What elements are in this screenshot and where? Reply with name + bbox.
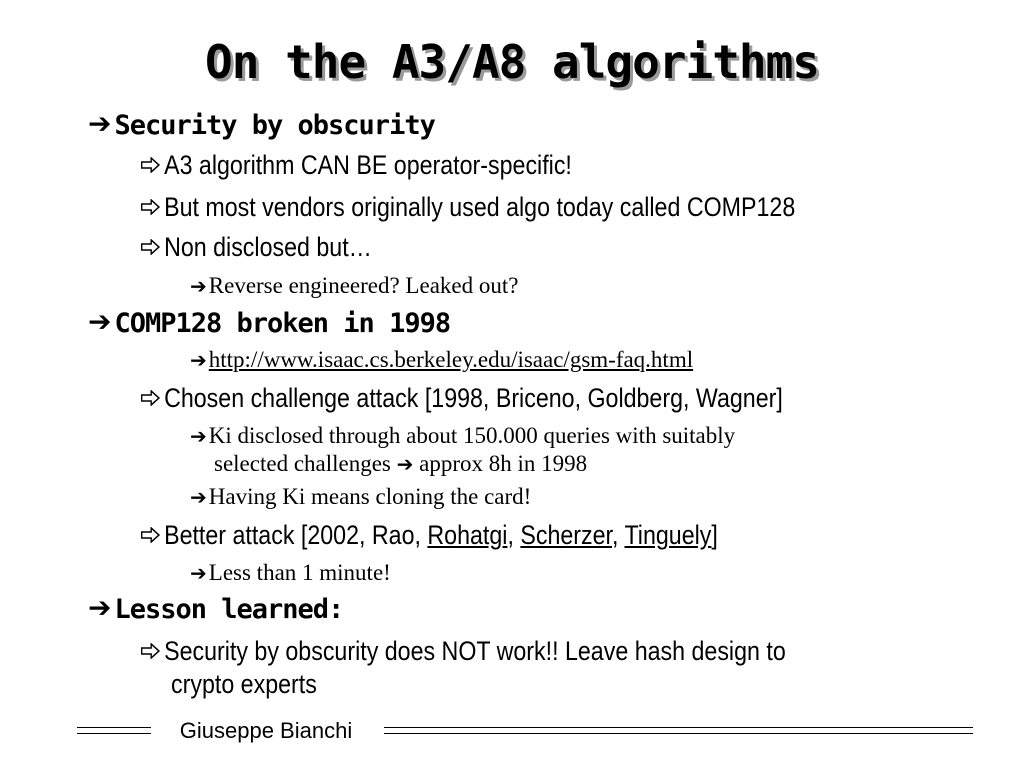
subbullet-text: But most vendors originally used algo today called COMP128 (164, 192, 796, 222)
right-arrow-icon: ➔ (190, 348, 207, 372)
bullet-security-by-obscurity (88, 108, 435, 143)
footer-rule-left (77, 724, 151, 736)
subbullet-lesson-text (140, 634, 786, 668)
author-link-tinguely[interactable]: Tinguely (624, 520, 712, 550)
gsm-faq-link[interactable]: http://www.isaac.cs.berkeley.edu/isaac/gsm-faq.html (208, 347, 694, 372)
subbullet-non-disclosed (140, 230, 372, 264)
footer-rule-right (384, 724, 973, 736)
author-link-rohatgi[interactable]: Rohatgi (427, 520, 508, 550)
bullet-text: Lesson learned: (114, 594, 344, 625)
outlined-right-arrow-icon (140, 390, 161, 406)
subbullet-text: Better attack [2002, Rao, (164, 520, 428, 550)
right-arrow-icon: ➔ (190, 561, 207, 585)
bold-right-arrow-icon: ➔ (88, 591, 111, 624)
subsubbullet-gsm-faq-link (190, 346, 693, 374)
separator: , (612, 520, 625, 550)
outlined-right-arrow-icon (140, 239, 161, 255)
outlined-right-arrow-icon (140, 643, 161, 659)
separator: , (507, 520, 521, 550)
closing-bracket: ] (711, 520, 718, 550)
subsubbullet-cloning-card (190, 483, 531, 511)
slide-title: On the A3/A8 algorithms (205, 35, 819, 89)
subbullet-text: Security by obscurity does NOT work!! Leave hash design to (164, 636, 786, 666)
bold-right-arrow-icon: ➔ (88, 107, 111, 140)
bullet-comp128-broken (88, 306, 450, 341)
subbullet-comp128-vendors (140, 190, 795, 224)
outlined-right-arrow-icon (140, 157, 161, 173)
subsubbullet-text: approx 8h in 1998 (413, 451, 588, 476)
bullet-lesson-learned (88, 592, 343, 627)
subbullet-better-attack (140, 518, 718, 552)
subbullet-lesson-text-continuation (171, 667, 317, 701)
subsubbullet-less-than-minute (190, 559, 391, 587)
subsubbullet-text: Having Ki means cloning the card! (208, 484, 532, 509)
subsubbullet-text: Less than 1 minute! (208, 560, 391, 585)
outlined-right-arrow-icon (140, 527, 161, 543)
subsubbullet-reverse-engineered (190, 272, 518, 300)
right-arrow-icon: ➔ (190, 485, 207, 509)
subsubbullet-text: Reverse engineered? Leaked out? (208, 273, 519, 298)
bold-right-arrow-icon: ➔ (88, 305, 111, 338)
subsubbullet-text: selected challenges (214, 451, 391, 476)
subbullet-text: A3 algorithm CAN BE operator-specific! (164, 150, 572, 180)
right-arrow-icon: ➔ (396, 452, 414, 476)
subsubbullet-text: Ki disclosed through about 150.000 queries with suitably (208, 423, 736, 448)
subbullet-text: Chosen challenge attack [1998, Briceno, Goldberg, Wagner] (164, 383, 783, 413)
author-link-scherzer[interactable]: Scherzer (520, 520, 613, 550)
bullet-text: Security by obscurity (114, 110, 435, 141)
footer-author: Giuseppe Bianchi (179, 718, 353, 743)
outlined-right-arrow-icon (140, 199, 161, 215)
subbullet-text: crypto experts (171, 669, 317, 699)
right-arrow-icon: ➔ (190, 274, 207, 298)
bullet-text: COMP128 broken in 1998 (114, 308, 451, 339)
subsubbullet-ki-disclosed-continuation (214, 450, 587, 478)
subsubbullet-ki-disclosed (190, 422, 735, 450)
right-arrow-icon: ➔ (190, 424, 207, 448)
subbullet-a3-operator-specific (140, 148, 572, 182)
subbullet-text: Non disclosed but… (164, 232, 372, 262)
subbullet-chosen-challenge-attack (140, 381, 783, 415)
